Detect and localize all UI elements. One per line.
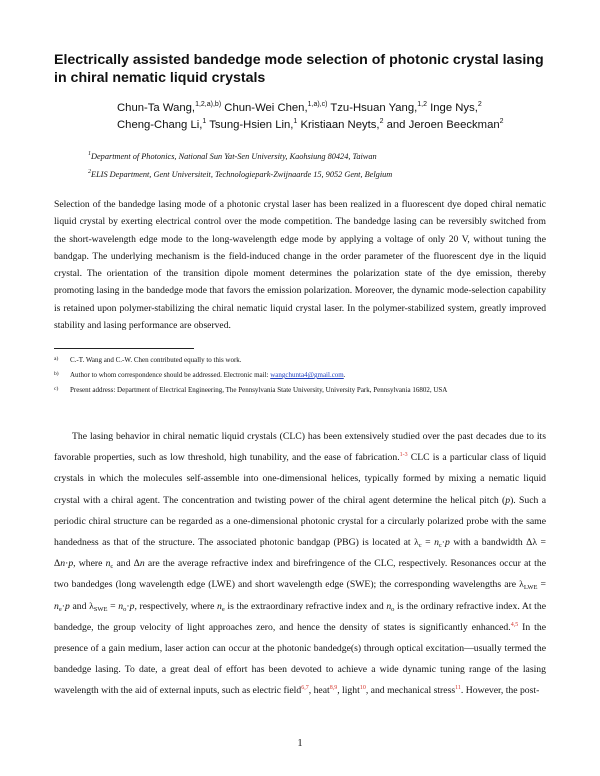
affiliation-text: ELIS Department, Gent Universiteit, Technologiepark-Zwijnaarde 15, 9052 Gent, Belgium [91, 170, 393, 179]
reference-citation[interactable]: 8,9 [329, 685, 338, 692]
author-name: and Jeroen Beeckman [383, 118, 500, 131]
footnote-mark: a) [54, 356, 59, 362]
body-run: , and mechanical stress [365, 685, 456, 697]
subscript-c: c [110, 563, 114, 571]
subscript-lwe: LWE [523, 584, 538, 592]
body-run: · [65, 558, 69, 570]
body-run: = [537, 579, 546, 591]
symbol-n: n [434, 537, 439, 549]
subscript-e: e [221, 605, 225, 613]
affiliation-text: Department of Photonics, National Sun Yat-Sen University, Kaohsiung 80424, Taiwan [91, 152, 377, 161]
author-name: Kristiaan Neyts, [297, 118, 380, 131]
symbol-n: n [60, 558, 66, 570]
author-name: Cheng-Chang Li, [117, 118, 203, 131]
body-run: is the ordinary refractive index. At the bandedge, the group velocity of light approaches zero, and hence the density of states is significantly enhanced. [54, 600, 547, 633]
author-line-2 [117, 117, 537, 134]
subscript-c: c [438, 542, 442, 550]
footnote-divider [54, 348, 194, 349]
body-run: , light [337, 685, 360, 697]
affiliation-2 [88, 169, 548, 180]
body-run: and Δ [113, 558, 140, 570]
symbol-n: n [54, 600, 59, 612]
author-name: Tsung-Hsien Lin, [206, 118, 294, 131]
symbol-p: p [445, 537, 450, 549]
body-run: , respectively, where [134, 600, 218, 612]
subscript-o: o [123, 605, 127, 613]
reference-citation[interactable]: 1-3 [399, 452, 408, 459]
body-run: . However, the post- [460, 685, 540, 697]
author-affiliation-mark: 1 [293, 117, 298, 125]
reference-citation[interactable]: 11 [455, 685, 461, 692]
symbol-n: n [386, 600, 392, 612]
footnote-mark: b) [54, 371, 59, 377]
body-run: are the average refractive index and birefringence of the CLC, respectively. Resonances occur at the two bandedges (long wavelength edge (LWE) and short wavelength edge (SWE); the corresponding wavelengths are λ [54, 558, 546, 591]
body-run: is the extraordinary refractive index and [224, 600, 387, 612]
symbol-p: p [68, 558, 74, 570]
reference-citation[interactable]: 10 [359, 685, 366, 692]
subscript-swe: SWE [93, 605, 108, 613]
footnote-b [54, 370, 554, 380]
abstract: Selection of the bandedge lasing mode of a photonic crystal laser has been realized in a fluorescent dye doped chiral nematic liquid crystal by exerting electrical control over the mode competition. The bandedge lasing can be reversibly switched from the short-wavelength edge mode to the long-wavelength edge mode by applying a voltage of only 20 V, without tuning the bandgap. The underlying mechanism is the field-induced change in the order parameter of the fluorescent dye in the liquid crystal. The orientation of the transition dipole moment determines the polarization state of the dye emission, thereby promoting lasing in the bandedge mode that favors the emission polarization. Moreover, the dynamic mode-selection capability is retained upon polymer-stabilizing the chiral nematic liquid crystal laser. In the polymer-stabilized system, greatly improved stability and lasing performance are observed. [54, 199, 546, 332]
symbol-p: p [64, 600, 70, 612]
body-run: In the presence of a gain medium, laser action can occur at the photonic bandedge(s) through optical excitation—usually termed the bandedge lasing. To date, a great deal of effort has been devoted to achieve a wide dynamic tuning range of the lasing wavelength with the aid of external inputs, such as electric field [54, 621, 547, 697]
reference-citation[interactable]: 6,7 [301, 685, 309, 692]
body-run: , heat [308, 685, 330, 697]
body-run: with a bandwidth Δλ = Δ [54, 537, 546, 570]
footnote-a [54, 355, 554, 365]
body-run: CLC is a particular class of liquid crystals in which the molecules self-assemble into one-dimensional helices, typically formed by mixing a nematic liquid crystal with a chiral agent. The concentration and twisting power of the chiral agent determine the helical pitch ( [54, 452, 546, 506]
subscript-c: c [418, 542, 422, 550]
body-run: = [107, 600, 119, 612]
author-name: Tzu-Hsuan Yang, [327, 102, 418, 114]
body-run: , where [73, 558, 106, 570]
author-name: Chun-Wei Chen, [221, 102, 308, 114]
author-affiliation-mark: 1,a),c) [307, 101, 328, 109]
author-name: Chun-Ta Wang, [117, 102, 196, 114]
body-run: = [421, 537, 435, 549]
body-run: · [441, 537, 446, 549]
author-affiliation-mark: 1,2 [417, 101, 427, 109]
symbol-p: p [129, 600, 135, 612]
author-affiliation-mark: 2 [477, 101, 482, 109]
affiliation-mark: 1 [88, 151, 91, 158]
footnote-text-end: . [343, 371, 346, 379]
author-affiliation-mark: 1,2,a),b) [195, 101, 222, 109]
author-affiliation-mark: 1 [202, 117, 207, 125]
symbol-n: n [105, 558, 111, 570]
body-run: · [126, 600, 130, 612]
body-run: The lasing behavior in chiral nematic liquid crystals (CLC) has been extensively studied over the past decades due to its favorable properties, such as low threshold, high tunability, and the ease of fabrication. [54, 431, 546, 464]
footnote-c [54, 385, 554, 395]
author-name: Inge Nys, [427, 102, 478, 114]
author-affiliation-mark: 2 [499, 117, 504, 125]
affiliation-1 [88, 151, 548, 162]
symbol-n: n [217, 600, 222, 612]
page-number: 1 [297, 738, 303, 749]
body-run: ). Such a periodic chiral structure can be regarded as a one-dimensional photonic crystal for a circularly polarized probe with the same handedness as that of the structure. The associated photonic bandgap (PBG) is located at λ [54, 494, 546, 549]
paper-title: Electrically assisted bandedge mode selection of photonic crystal lasing in chiral nematic liquid crystals [54, 52, 544, 86]
author-line-1 [117, 100, 537, 117]
author-affiliation-mark: 2 [379, 117, 384, 125]
email-link[interactable]: wangchunta4@gmail.com [270, 371, 344, 379]
footnote-text: Author to whom correspondence should be addressed. Electronic mail: [70, 371, 271, 379]
footnote-text: Present address: Department of Electrical Engineering, The Pennsylvania State University, University Park, Pennsylvania 16802, USA [70, 386, 448, 394]
symbol-n: n [139, 558, 145, 570]
reference-citation[interactable]: 4,5 [510, 621, 519, 628]
symbol-n: n [118, 600, 124, 612]
subscript-e: e [58, 605, 62, 613]
body-paragraph [54, 426, 546, 702]
footnote-mark: c) [54, 386, 59, 392]
symbol-p: p [505, 494, 511, 506]
author-list [117, 100, 537, 133]
body-run: · [61, 600, 65, 612]
subscript-o: o [391, 605, 395, 613]
body-text [54, 426, 546, 702]
body-run: and λ [69, 600, 94, 612]
footnote-text: C.-T. Wang and C.-W. Chen contributed equally to this work. [70, 356, 242, 364]
affiliation-mark: 2 [88, 169, 91, 176]
